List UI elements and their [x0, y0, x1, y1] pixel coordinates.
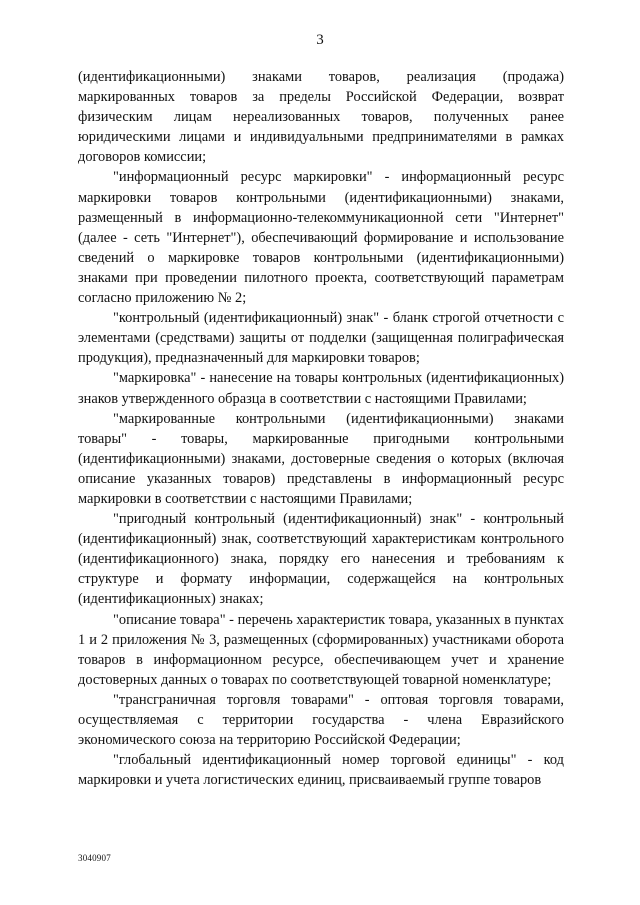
definition-information-resource: "информационный ресурс маркировки" - информационный ресурс маркировки товаров контрольными (идентификационными) знаками, размещенный в информационно-телекоммуникационной сети "Интернет" (далее - сеть "Интернет"), обеспечивающий формирование и использование сведений о маркировке товаров контрольными (идентификационными) знаками при проведении пилотного проекта, соответствующий параметрам согласно приложению № 2; — [78, 169, 564, 307]
definition-gtin: "глобальный идентификационный номер торговой единицы" - код маркировки и учета логистических единиц, присваиваемый группе товаров — [78, 752, 564, 789]
definition-control-mark: "контрольный (идентификационный) знак" - бланк строгой отчетности с элементами (средствами) защиты от подделки (защищенная полиграфическая продукция), предназначенный для маркировки товаров; — [78, 310, 564, 367]
definition-valid-control-mark: "пригодный контрольный (идентификационный) знак" - контрольный (идентификационный) знак, соответствующий характеристикам контрольного (идентификационного) знака, порядку его нанесения и требованиям к структуре и формату информации, содержащейся на контрольных (идентификационных) знаках; — [78, 511, 564, 608]
definition-cross-border-trade: "трансграничная торговля товарами" - оптовая торговля товарами, осуществляемая с территории государства - члена Евразийского экономического союза на территорию Российской Федерации; — [78, 691, 564, 749]
paragraph-continuation: (идентификационными) знаками товаров, реализация (продажа) маркированных товаров за пределы Российской Федерации, возврат физическим лицам нереализованных товаров, полученных ранее юридическими лицами и индивидуальными предпринимателями в рамках договоров комиссии; — [78, 69, 564, 166]
document-code: 3040907 — [78, 853, 111, 863]
definition-marked-goods: "маркированные контрольными (идентификационными) знаками товары" - товары, маркированные пригодными контрольными (идентификационными) знаками, достоверные сведения о которых (включая описание указанных товаров) представлены в информационный ресурс маркировки в соответствии с настоящими Правилами; — [78, 410, 564, 507]
document-body — [78, 67, 564, 790]
definition-goods-description: "описание товара" - перечень характеристик товара, указанных в пунктах 1 и 2 приложения № 3, размещенных (сформированных) участниками оборота товаров в информационном ресурсе, обеспечивающем учет и хранение достоверных данных о товарах по соответствующей товарной номенклатуре; — [78, 611, 564, 688]
definition-marking: "маркировка" - нанесение на товары контрольных (идентификационных) знаков утвержденного образца в соответствии с настоящими Правилами; — [78, 370, 564, 407]
page-number: 3 — [316, 32, 324, 48]
